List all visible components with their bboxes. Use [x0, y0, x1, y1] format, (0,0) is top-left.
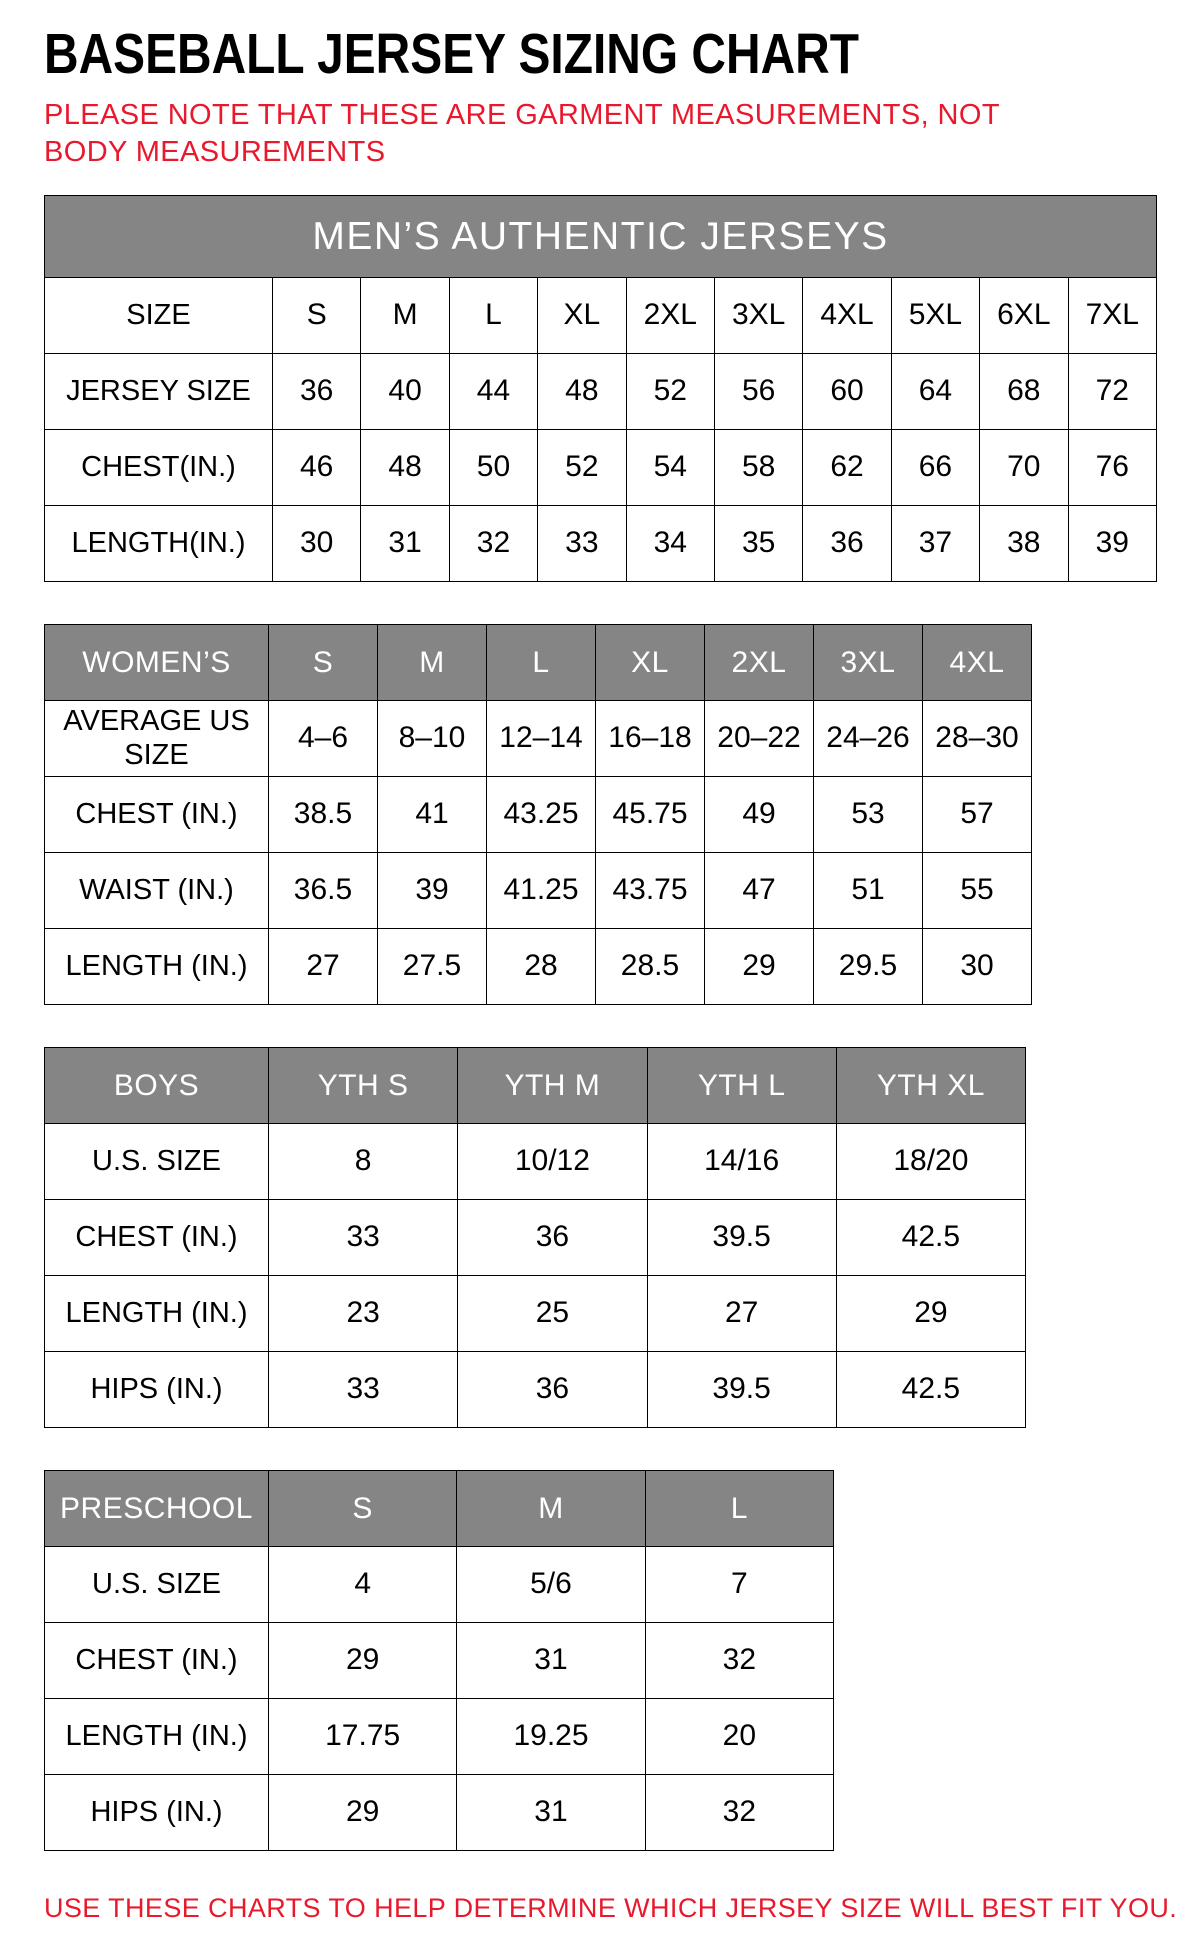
table-cell: 7XL: [1068, 278, 1156, 354]
column-header: 4XL: [923, 625, 1032, 701]
table-cell: 27: [269, 929, 378, 1005]
column-header: M: [457, 1471, 645, 1547]
table-cell: 62: [803, 430, 891, 506]
table-cell: 28: [487, 929, 596, 1005]
table-banner: MEN’S AUTHENTIC JERSEYS: [45, 196, 1157, 278]
row-label: CHEST (IN.): [45, 1623, 269, 1699]
table-row: [45, 506, 1157, 582]
table-cell: 30: [273, 506, 361, 582]
table-cell: 4XL: [803, 278, 891, 354]
table-cell: 43.75: [596, 853, 705, 929]
table-row: [45, 1200, 1026, 1276]
table-cell: 23: [269, 1276, 458, 1352]
table-cell: L: [449, 278, 537, 354]
table-cell: 12–14: [487, 701, 596, 777]
table-cell: 55: [923, 853, 1032, 929]
table-cell: 39: [378, 853, 487, 929]
table-cell: 24–26: [814, 701, 923, 777]
table-row: [45, 430, 1157, 506]
row-label: CHEST (IN.): [45, 1200, 269, 1276]
table-cell: 60: [803, 354, 891, 430]
fit-advice-footer: USE THESE CHARTS TO HELP DETERMINE WHICH JERSEY SIZE WILL BEST FIT YOU.: [44, 1893, 1178, 1924]
table-cell: 70: [980, 430, 1068, 506]
table-cell: 66: [891, 430, 979, 506]
table-cell: 29: [705, 929, 814, 1005]
page-title: BASEBALL JERSEY SIZING CHART: [44, 22, 859, 86]
table-cell: 25: [458, 1276, 647, 1352]
row-label: JERSEY SIZE: [45, 354, 273, 430]
table-cell: 58: [714, 430, 802, 506]
table-cell: 46: [273, 430, 361, 506]
table-row: [45, 1623, 834, 1699]
table-cell: 32: [645, 1775, 833, 1851]
row-label: LENGTH (IN.): [45, 1699, 269, 1775]
table-cell: 34: [626, 506, 714, 582]
row-label: CHEST(IN.): [45, 430, 273, 506]
column-header: 3XL: [814, 625, 923, 701]
table-cell: 5XL: [891, 278, 979, 354]
column-header: S: [269, 1471, 457, 1547]
table-cell: S: [273, 278, 361, 354]
table-cell: 41.25: [487, 853, 596, 929]
table-row: [45, 1547, 834, 1623]
table-cell: 28–30: [923, 701, 1032, 777]
table-header-row: [45, 625, 1032, 701]
table-cell: 76: [1068, 430, 1156, 506]
table-cell: 49: [705, 777, 814, 853]
table-cell: 36.5: [269, 853, 378, 929]
table-cell: 53: [814, 777, 923, 853]
table-cell: 8: [269, 1124, 458, 1200]
table-cell: 64: [891, 354, 979, 430]
table-cell: 5/6: [457, 1547, 645, 1623]
row-label: HIPS (IN.): [45, 1352, 269, 1428]
table-cell: 20–22: [705, 701, 814, 777]
table-cell: M: [361, 278, 449, 354]
table-cell: 37: [891, 506, 979, 582]
table-row: [45, 929, 1032, 1005]
table-row: [45, 1276, 1026, 1352]
column-header: PRESCHOOL: [45, 1471, 269, 1547]
row-label: SIZE: [45, 278, 273, 354]
column-header: L: [645, 1471, 833, 1547]
table-row: [45, 1699, 834, 1775]
mens-authentic-jerseys-table: [44, 195, 1157, 582]
table-cell: 42.5: [836, 1352, 1025, 1428]
table-cell: 4: [269, 1547, 457, 1623]
table-row: [45, 777, 1032, 853]
table-cell: 10/12: [458, 1124, 647, 1200]
table-row: [45, 1352, 1026, 1428]
table-cell: 48: [538, 354, 626, 430]
table-cell: 29: [836, 1276, 1025, 1352]
table-cell: 57: [923, 777, 1032, 853]
table-cell: 8–10: [378, 701, 487, 777]
row-label: LENGTH (IN.): [45, 929, 269, 1005]
table-cell: 2XL: [626, 278, 714, 354]
table-cell: 47: [705, 853, 814, 929]
table-cell: 33: [269, 1352, 458, 1428]
column-header: YTH S: [269, 1048, 458, 1124]
table-row: [45, 853, 1032, 929]
column-header: S: [269, 625, 378, 701]
table-cell: 33: [269, 1200, 458, 1276]
column-header: M: [378, 625, 487, 701]
row-label: HIPS (IN.): [45, 1775, 269, 1851]
preschool-jerseys-table: [44, 1470, 834, 1851]
table-cell: 30: [923, 929, 1032, 1005]
table-cell: 36: [458, 1352, 647, 1428]
column-header: L: [487, 625, 596, 701]
table-row: [45, 1124, 1026, 1200]
table-cell: 17.75: [269, 1699, 457, 1775]
table-cell: 29: [269, 1775, 457, 1851]
table-cell: 45.75: [596, 777, 705, 853]
table-cell: 6XL: [980, 278, 1068, 354]
garment-measurement-note: PLEASE NOTE THAT THESE ARE GARMENT MEASUREMENTS, NOT BODY MEASUREMENTS: [44, 99, 1000, 169]
table-cell: 31: [457, 1775, 645, 1851]
table-cell: 14/16: [647, 1124, 836, 1200]
table-cell: 29.5: [814, 929, 923, 1005]
row-label: U.S. SIZE: [45, 1124, 269, 1200]
table-cell: 27.5: [378, 929, 487, 1005]
table-cell: 43.25: [487, 777, 596, 853]
table-banner-row: [45, 196, 1157, 278]
table-cell: 31: [457, 1623, 645, 1699]
row-label: CHEST (IN.): [45, 777, 269, 853]
table-cell: 32: [449, 506, 537, 582]
table-cell: 31: [361, 506, 449, 582]
table-cell: 28.5: [596, 929, 705, 1005]
table-cell: 39.5: [647, 1352, 836, 1428]
row-label: WAIST (IN.): [45, 853, 269, 929]
table-row: [45, 354, 1157, 430]
table-cell: 41: [378, 777, 487, 853]
table-cell: 52: [538, 430, 626, 506]
table-header-row: [45, 1048, 1026, 1124]
column-header: YTH M: [458, 1048, 647, 1124]
row-label: AVERAGE US SIZE: [45, 701, 269, 777]
table-cell: 33: [538, 506, 626, 582]
row-label: LENGTH(IN.): [45, 506, 273, 582]
boys-jerseys-table: [44, 1047, 1026, 1428]
column-header: YTH XL: [836, 1048, 1025, 1124]
table-cell: 54: [626, 430, 714, 506]
table-cell: 39: [1068, 506, 1156, 582]
column-header: WOMEN’S: [45, 625, 269, 701]
row-label: LENGTH (IN.): [45, 1276, 269, 1352]
column-header: YTH L: [647, 1048, 836, 1124]
table-cell: XL: [538, 278, 626, 354]
table-cell: 40: [361, 354, 449, 430]
table-cell: 36: [458, 1200, 647, 1276]
column-header: XL: [596, 625, 705, 701]
column-header: 2XL: [705, 625, 814, 701]
table-cell: 35: [714, 506, 802, 582]
table-cell: 4–6: [269, 701, 378, 777]
table-cell: 20: [645, 1699, 833, 1775]
table-cell: 38.5: [269, 777, 378, 853]
table-cell: 3XL: [714, 278, 802, 354]
table-cell: 7: [645, 1547, 833, 1623]
table-header-row: [45, 1471, 834, 1547]
table-cell: 32: [645, 1623, 833, 1699]
table-cell: 39.5: [647, 1200, 836, 1276]
table-cell: 19.25: [457, 1699, 645, 1775]
column-header: BOYS: [45, 1048, 269, 1124]
table-cell: 56: [714, 354, 802, 430]
table-cell: 68: [980, 354, 1068, 430]
table-cell: 50: [449, 430, 537, 506]
table-cell: 18/20: [836, 1124, 1025, 1200]
table-cell: 29: [269, 1623, 457, 1699]
table-row: [45, 278, 1157, 354]
row-label: U.S. SIZE: [45, 1547, 269, 1623]
table-cell: 27: [647, 1276, 836, 1352]
womens-jerseys-table: [44, 624, 1032, 1005]
table-cell: 42.5: [836, 1200, 1025, 1276]
table-cell: 51: [814, 853, 923, 929]
table-cell: 36: [803, 506, 891, 582]
table-cell: 72: [1068, 354, 1156, 430]
table-row: [45, 1775, 834, 1851]
table-cell: 38: [980, 506, 1068, 582]
table-cell: 16–18: [596, 701, 705, 777]
table-cell: 48: [361, 430, 449, 506]
table-cell: 36: [273, 354, 361, 430]
table-row: [45, 701, 1032, 777]
table-cell: 44: [449, 354, 537, 430]
table-cell: 52: [626, 354, 714, 430]
